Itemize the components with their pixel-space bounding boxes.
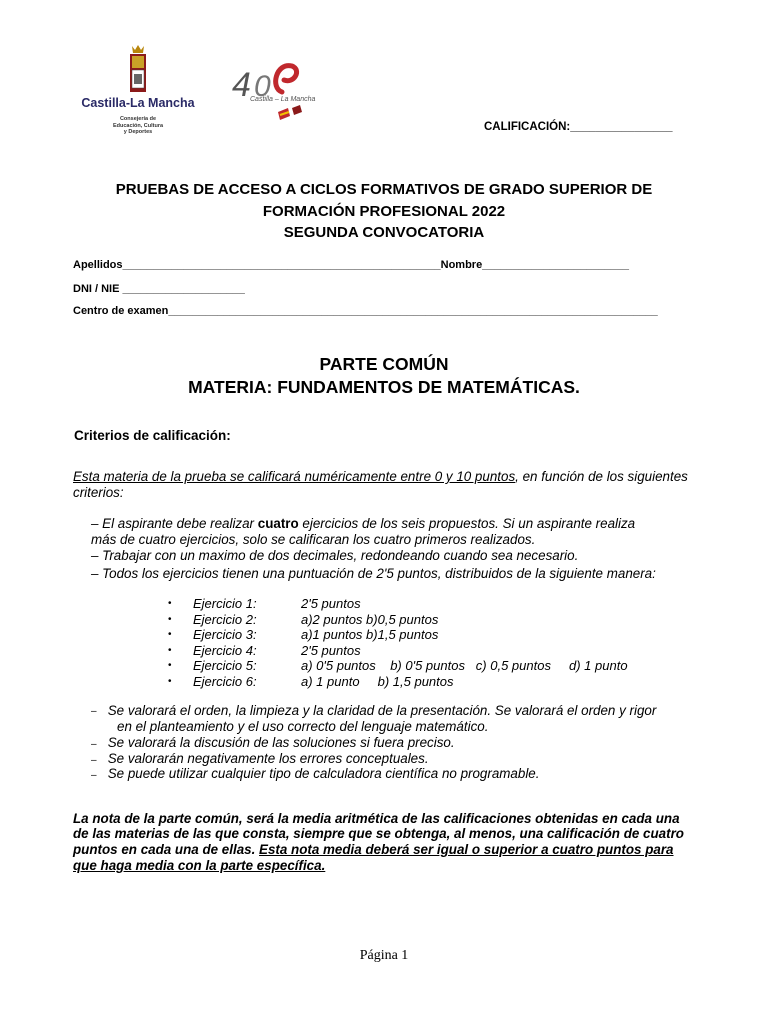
bullet: • bbox=[168, 660, 172, 671]
svg-text:0: 0 bbox=[254, 70, 271, 103]
logo-left-subtitle: Consejería de Educación, Cultura y Deportes bbox=[112, 116, 164, 135]
rule-points: – Todos los ejercicios tienen una puntuación de 2'5 puntos, distribuidos de la siguiente manera: bbox=[91, 566, 656, 581]
surname-name-field[interactable]: Apellidos____________________________________________________Nombre________________________ bbox=[73, 259, 630, 271]
list-item: • Ejercicio 4: 2'5 puntos bbox=[168, 642, 361, 658]
dni-field[interactable]: DNI / NIE ____________________ bbox=[73, 283, 245, 295]
logo-right-subtitle: Castilla – La Mancha bbox=[250, 96, 316, 103]
note-discussion: – Se valorará la discusión de las soluciones si fuera preciso. bbox=[91, 735, 455, 750]
coat-of-arms-icon bbox=[76, 44, 200, 96]
bullet: • bbox=[168, 644, 172, 656]
svg-text:4: 4 bbox=[232, 66, 251, 104]
exam-title-line-3: SEGUNDA CONVOCATORIA bbox=[283, 224, 485, 241]
exam-center-field[interactable]: Centro de examen________________________________________________________________________________ bbox=[73, 305, 658, 317]
note-presentation-line-2: en el planteamiento y el uso correcto del lenguaje matemático. bbox=[117, 719, 489, 734]
rule-decimals: – Trabajar con un maximo de dos decimales, redondeando cuando sea necesario. bbox=[91, 548, 579, 563]
final-paragraph-line-1: La nota de la parte común, será la media aritmética de las calificaciones obtenidas en cada una bbox=[73, 811, 680, 826]
list-item: • Ejercicio 1: 2'5 puntos bbox=[168, 596, 361, 611]
bullet: • bbox=[168, 613, 172, 625]
list-item: • Ejercicio 6: a) 1 punto b) 1,5 puntos bbox=[168, 673, 454, 689]
subject-heading: MATERIA: FUNDAMENTOS DE MATEMÁTICAS. bbox=[188, 377, 580, 397]
list-item: • Ejercicio 2: a)2 puntos b)0,5 puntos bbox=[168, 611, 439, 627]
intro-rest: , en función de los siguientes bbox=[515, 469, 688, 484]
bullet: • bbox=[168, 629, 172, 640]
bullet: • bbox=[168, 598, 172, 609]
section-heading: PARTE COMÚN bbox=[319, 354, 449, 374]
intro-paragraph bbox=[73, 469, 688, 484]
grade-field[interactable]: CALIFICACIÓN:________________ bbox=[484, 121, 673, 133]
forty-anniversary-icon bbox=[228, 58, 328, 128]
bullet: • bbox=[168, 675, 172, 687]
exercise-list bbox=[0, 596, 768, 689]
final-paragraph-line-2: de las materias de las que consta, siempre que se obtenga, al menos, una calificación de cuatro bbox=[73, 826, 684, 841]
list-item: • Ejercicio 5: a) 0'5 puntos b) 0'5 puntos c) 0,5 puntos d) 1 punto bbox=[168, 658, 628, 673]
list-item: • Ejercicio 3: a)1 puntos b)1,5 puntos bbox=[168, 627, 439, 642]
final-paragraph-line-4: que haga media con la parte específica. bbox=[73, 858, 326, 873]
page-number: Página 1 bbox=[359, 948, 409, 963]
final-paragraph-line-3: puntos en cada una de ellas. Esta nota media deberá ser igual o superior a cuatro puntos para bbox=[73, 842, 674, 857]
rule-bold-word: cuatro bbox=[257, 516, 299, 531]
exam-title-line-2: FORMACIÓN PROFESIONAL 2022 bbox=[262, 203, 506, 220]
intro-paragraph-line-2: criterios: bbox=[73, 485, 124, 500]
note-presentation: – Se valorará el orden, la limpieza y la claridad de la presentación. Se valorará el orden y rigor bbox=[91, 703, 657, 718]
note-errors: – Se valorarán negativamente los errores conceptuales. bbox=[91, 751, 429, 766]
exam-title-line-1: PRUEBAS DE ACCESO A CICLOS FORMATIVOS DE GRADO SUPERIOR DE bbox=[115, 181, 653, 198]
rule-four-exercises: – El aspirante debe realizar cuatro ejercicios de los seis propuestos. Si un aspirante realiza bbox=[91, 516, 636, 531]
logo-left-name: Castilla-La Mancha bbox=[81, 96, 195, 110]
castilla-la-mancha-logo bbox=[76, 44, 200, 144]
rule-four-exercises-line-2: más de cuatro ejercicios, solo se calificaran los cuatro primeros realizados. bbox=[91, 532, 536, 547]
forty-years-logo bbox=[228, 58, 328, 128]
note-calculator: – Se puede utilizar cualquier tipo de calculadora científica no programable. bbox=[91, 766, 540, 781]
intro-underlined: Esta materia de la prueba se calificará numéricamente entre 0 y 10 puntos bbox=[73, 469, 516, 484]
criteria-heading: Criterios de calificación: bbox=[74, 428, 231, 443]
